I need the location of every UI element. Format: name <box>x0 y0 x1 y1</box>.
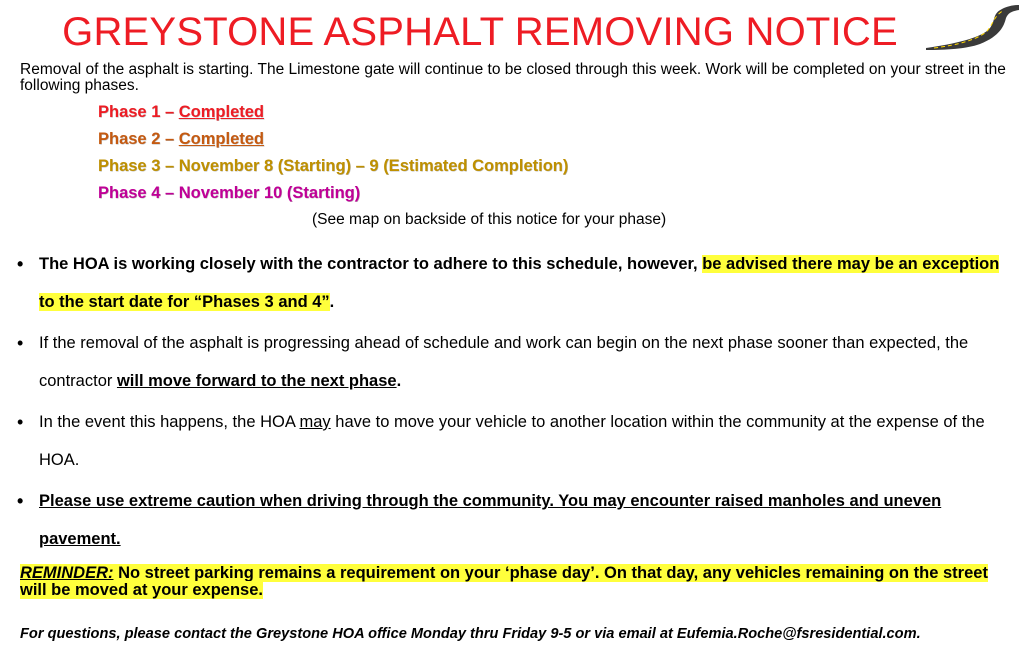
phase-4: Phase 4 – November 10 (Starting) <box>98 184 361 202</box>
road-icon <box>924 4 1020 50</box>
phase-3: Phase 3 – November 8 (Starting) – 9 (Estimated Completion) <box>98 157 569 175</box>
phase-1-status: Completed <box>178 103 264 121</box>
schedule-exception-highlight: be advised there may be an exception to the start date for “Phases 3 and 4” <box>39 255 1000 311</box>
bullet-caution: • Please use extreme caution when driving through the community. You may encounter raised manholes and uneven pavement. <box>14 482 1004 558</box>
bullet-schedule: • The HOA is working closely with the contractor to adhere to this schedule, however, be advised there may be an exception to the start date for “Phases 3 and 4”. <box>14 245 1004 321</box>
notice-title: GREYSTONE ASPHALT REMOVING NOTICE <box>62 10 898 54</box>
bullet-ahead-of-schedule: • If the removal of the asphalt is progressing ahead of schedule and work can begin on the next phase sooner than expected, the contractor will move forward to the next phase. <box>14 324 1004 400</box>
reminder-label: REMINDER: <box>20 564 114 582</box>
intro-paragraph: Removal of the asphalt is starting. The Limestone gate will continue to be closed through this week. Work will be completed on your street in the following phases. <box>20 61 1006 94</box>
notice-bullets <box>14 245 1004 558</box>
phase-2-status: Completed <box>178 130 264 148</box>
phase-1: Phase 1 – Completed <box>98 103 264 121</box>
map-note: (See map on backside of this notice for your phase) <box>312 211 667 228</box>
phase-2: Phase 2 – Completed <box>98 130 264 148</box>
reminder: REMINDER: No street parking remains a requirement on your ‘phase day’. On that day, any vehicles remaining on the street will be moved at your expense. <box>20 564 988 599</box>
contact-info: For questions, please contact the Greystone HOA office Monday thru Friday 9-5 or via email at Eufemia.Roche@fsresidential.com. <box>20 626 921 642</box>
bullet-vehicle-move: • In the event this happens, the HOA may have to move your vehicle to another location within the community at the expense of the HOA. <box>14 403 1004 479</box>
